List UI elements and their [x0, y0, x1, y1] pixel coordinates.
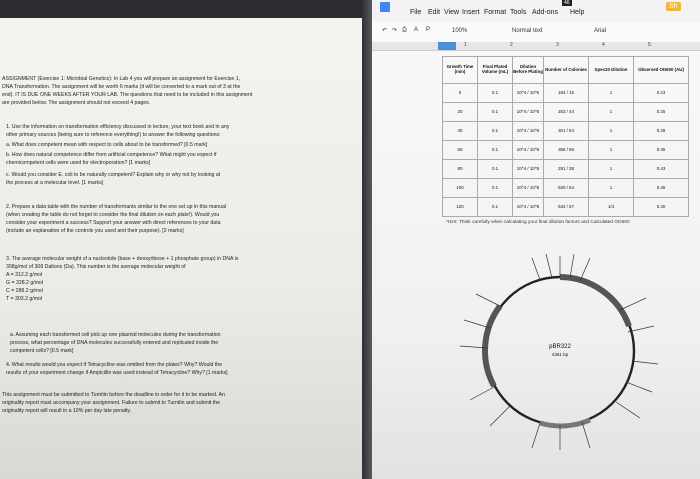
font-select[interactable]: Arial	[594, 28, 607, 34]
ruler-mark-4: 4	[602, 42, 605, 48]
menu-addons[interactable]: Add-ons	[532, 9, 559, 16]
table-cell[interactable]: 0.28	[634, 122, 689, 141]
table-hint: *Hint: Think carefully when calculating your final dilution factors and Calculated OD600	[446, 220, 630, 225]
table-cell[interactable]: 120	[443, 198, 478, 217]
q3-line-2: 308g/mol of 308 Daltons (Da). This number is the average molecular weight of	[6, 264, 186, 270]
menu-file[interactable]: File	[410, 9, 422, 16]
table-cell[interactable]: 0.40	[634, 198, 689, 217]
header-plated-volume: Final Plated Volume (mL)	[478, 57, 513, 84]
header-growth-time: Growth Time (min)	[443, 57, 478, 84]
q4-line-2: results of your experiment change if Ampicillin was used instead of Tetracycline? Why? [1 marks]	[6, 370, 228, 376]
ruler-mark-1: 1	[464, 42, 467, 48]
q1-line-6: c. Would you consider E. coli to be naturally competent? Explain why or why not by looking at	[6, 172, 221, 178]
table-cell[interactable]: 10^4 / 10^5	[513, 198, 544, 217]
table-cell[interactable]: 0.1	[478, 122, 513, 141]
qa-line-1: a. Assuming each transformed cell pick up one plasmid molecules during the transformation	[10, 332, 221, 338]
notification-badge: 46	[564, 0, 570, 6]
table-cell[interactable]: 0.1	[478, 84, 513, 103]
ruler-mark-3: 3	[556, 42, 559, 48]
menu-tools[interactable]: Tools	[510, 9, 527, 16]
table-cell[interactable]: 1	[589, 122, 634, 141]
table-cell[interactable]: 60	[443, 141, 478, 160]
menu-bar	[372, 0, 700, 23]
q3-line-1: 3. The average molecular weight of a nucleotide (base + deoxyribose + 1 phosphate group) in DNA is	[6, 256, 239, 262]
q4-line-1: 4. What results would you expect if Tetracycline was omitted from the plates? Why? Would the	[6, 362, 223, 368]
plasmid-name: pBR322	[549, 344, 571, 350]
table-cell[interactable]: 1/4	[589, 198, 634, 217]
header-od600: Observed OD600 (AU)	[634, 57, 689, 84]
q3-weight-t: T = 303.2 g/mol	[6, 296, 43, 302]
table-cell[interactable]: 10^4 / 10^5	[513, 84, 544, 103]
header-spec20: Spec20 Dilution	[589, 57, 634, 84]
q1-line-5: chemicompetent cells were used for electroporation? [1 marks]	[6, 160, 151, 166]
table-cell[interactable]: 184 / 15	[544, 84, 589, 103]
tet-gene-arc	[560, 277, 629, 326]
q1-line-7: the process at a molecular level. [1 marks]	[6, 180, 104, 186]
footer-line-1: This assignment must be submitted to Turnitin before the deadline in order for it to be marked. An	[2, 392, 225, 398]
q2-line-2: (when creating the table do not forget to consider the final dilution on each plate!). Would you	[6, 212, 220, 218]
intro-line-1: ASSIGNMENT (Exercise 1: Microbial Genetics): In Lab 4 you will prepare an assignment for Exercise 1,	[2, 76, 241, 82]
zoom-select[interactable]: 100%	[452, 28, 468, 34]
table-cell[interactable]: 0.1	[478, 103, 513, 122]
table-row	[443, 198, 689, 217]
q2-line-4: (include an explanation of the controls you used and their purpose). [2 marks]	[6, 228, 184, 234]
table-cell[interactable]: 10^4 / 10^5	[513, 179, 544, 198]
table-row	[443, 179, 689, 198]
table-cell[interactable]: 0.25	[634, 103, 689, 122]
table-cell[interactable]: 356 / 96	[544, 141, 589, 160]
table-cell[interactable]: 520 / 54	[544, 179, 589, 198]
print-icon[interactable]: ⎙	[402, 27, 407, 33]
table-row	[443, 103, 689, 122]
ruler-indent-marker[interactable]	[438, 42, 456, 50]
footer-line-2: originality report must accompany your assignment. Failure to submit to Turnitin and submit the	[2, 400, 220, 406]
table-header-row	[443, 57, 689, 84]
header-colonies: Number of Colonies	[544, 57, 589, 84]
ruler	[372, 42, 700, 51]
table-row	[443, 84, 689, 103]
q3-weight-c: C = 288.2 g/mol	[6, 288, 43, 294]
table-cell[interactable]: 281 / 38	[544, 160, 589, 179]
header-dilution: Dilution Before Plating	[513, 57, 544, 84]
table-cell[interactable]: 1	[589, 160, 634, 179]
q1-line-4: b. How does natural competence differ from artificial competence? What might you expect if	[6, 152, 217, 158]
table-cell[interactable]: 253 / 44	[544, 103, 589, 122]
menu-edit[interactable]: Edit	[428, 9, 441, 16]
table-cell[interactable]: 1	[589, 179, 634, 198]
table-cell[interactable]: 20	[443, 103, 478, 122]
docs-logo-icon	[380, 2, 390, 12]
table-row	[443, 160, 689, 179]
plasmid-size: 4361 bp	[551, 352, 569, 357]
table-cell[interactable]: 0.1	[478, 198, 513, 217]
menu-insert[interactable]: Insert	[462, 9, 480, 16]
footer-line-3: originality report will result in a 10% per day late penalty.	[2, 408, 132, 414]
q3-weight-a: A = 312.2 g/mol	[6, 272, 43, 278]
table-cell[interactable]: 1	[589, 84, 634, 103]
plasmid-map	[440, 236, 680, 466]
share-button[interactable]: Sh	[666, 2, 681, 11]
table-cell[interactable]: 0.46	[634, 179, 689, 198]
q1-line-3: a. What does competent mean with respect to cells about to be transformed? [0.5 mark]	[6, 142, 208, 148]
table-cell[interactable]: 0.1	[478, 160, 513, 179]
table-cell[interactable]: 10^4 / 10^5	[513, 141, 544, 160]
redo-icon[interactable]: ↷	[392, 28, 398, 34]
ruler-mark-5: 5	[648, 42, 651, 48]
q3-weight-g: G = 328.2 g/mol	[6, 280, 44, 286]
table-cell[interactable]: 634 / 67	[544, 198, 589, 217]
q2-line-1: 2. Prepare a data table with the number of transformants similar to the one set up in this manual	[6, 204, 227, 210]
menu-help[interactable]: Help	[570, 9, 585, 16]
table-cell[interactable]: 0.1	[478, 179, 513, 198]
amp-gene-arc	[485, 306, 500, 386]
table-row	[443, 122, 689, 141]
intro-line-4: are provided below. The assignment should not exceed 4 pages.	[2, 100, 151, 106]
paint-format-icon[interactable]: P	[426, 27, 431, 33]
menu-format[interactable]: Format	[484, 9, 507, 16]
table-cell[interactable]: 10^4 / 10^5	[513, 103, 544, 122]
table-cell[interactable]: 80	[443, 160, 478, 179]
q1-line-2: other primary sources (being sure to reference everything!) to answer the following questions:	[6, 132, 221, 138]
transformants-table	[442, 56, 689, 217]
table-cell[interactable]: 0.1	[478, 141, 513, 160]
table-cell[interactable]: 0.43	[634, 160, 689, 179]
style-select[interactable]: Normal text	[512, 28, 543, 34]
table-cell[interactable]: 0.35	[634, 141, 689, 160]
ruler-mark-2: 2	[510, 42, 513, 48]
q1-line-1: 1. Use the information on transformation efficiency discussed in lecture, your text book and in any	[6, 124, 230, 130]
undo-icon[interactable]: ↶	[382, 28, 388, 34]
spellcheck-icon[interactable]: A	[414, 27, 419, 33]
intro-line-2: DNA Transformation. The assignment will be worth 6 marks (it will be converted to a mark out of 3 at the	[2, 84, 241, 90]
qa-line-3: competent cells? [0.5 mark]	[10, 348, 74, 354]
intro-line-3: end). IT IS DUE ONE WEEKS AFTER YOUR LAB. The questions that need to be included in this assignment	[2, 92, 253, 98]
qa-line-2: process, what percentage of DNA molecules successfully entered and replicated inside the	[10, 340, 219, 346]
table-cell[interactable]: 1	[589, 103, 634, 122]
table-cell[interactable]: 40	[443, 122, 478, 141]
table-cell[interactable]: 301 / 84	[544, 122, 589, 141]
table-cell[interactable]: 0	[443, 84, 478, 103]
top-dark-band	[0, 0, 378, 18]
table-cell[interactable]: 10^4 / 10^5	[513, 160, 544, 179]
table-cell[interactable]: 100	[443, 179, 478, 198]
table-cell[interactable]: 1	[589, 141, 634, 160]
menu-view[interactable]: View	[444, 9, 460, 16]
table-cell[interactable]: 10^4 / 10^5	[513, 122, 544, 141]
format-toolbar	[372, 22, 700, 43]
q2-line-3: consider your experiment a success? Support your answer with direct references to your data	[6, 220, 221, 226]
table-row	[443, 141, 689, 160]
table-cell[interactable]: 0.23	[634, 84, 689, 103]
